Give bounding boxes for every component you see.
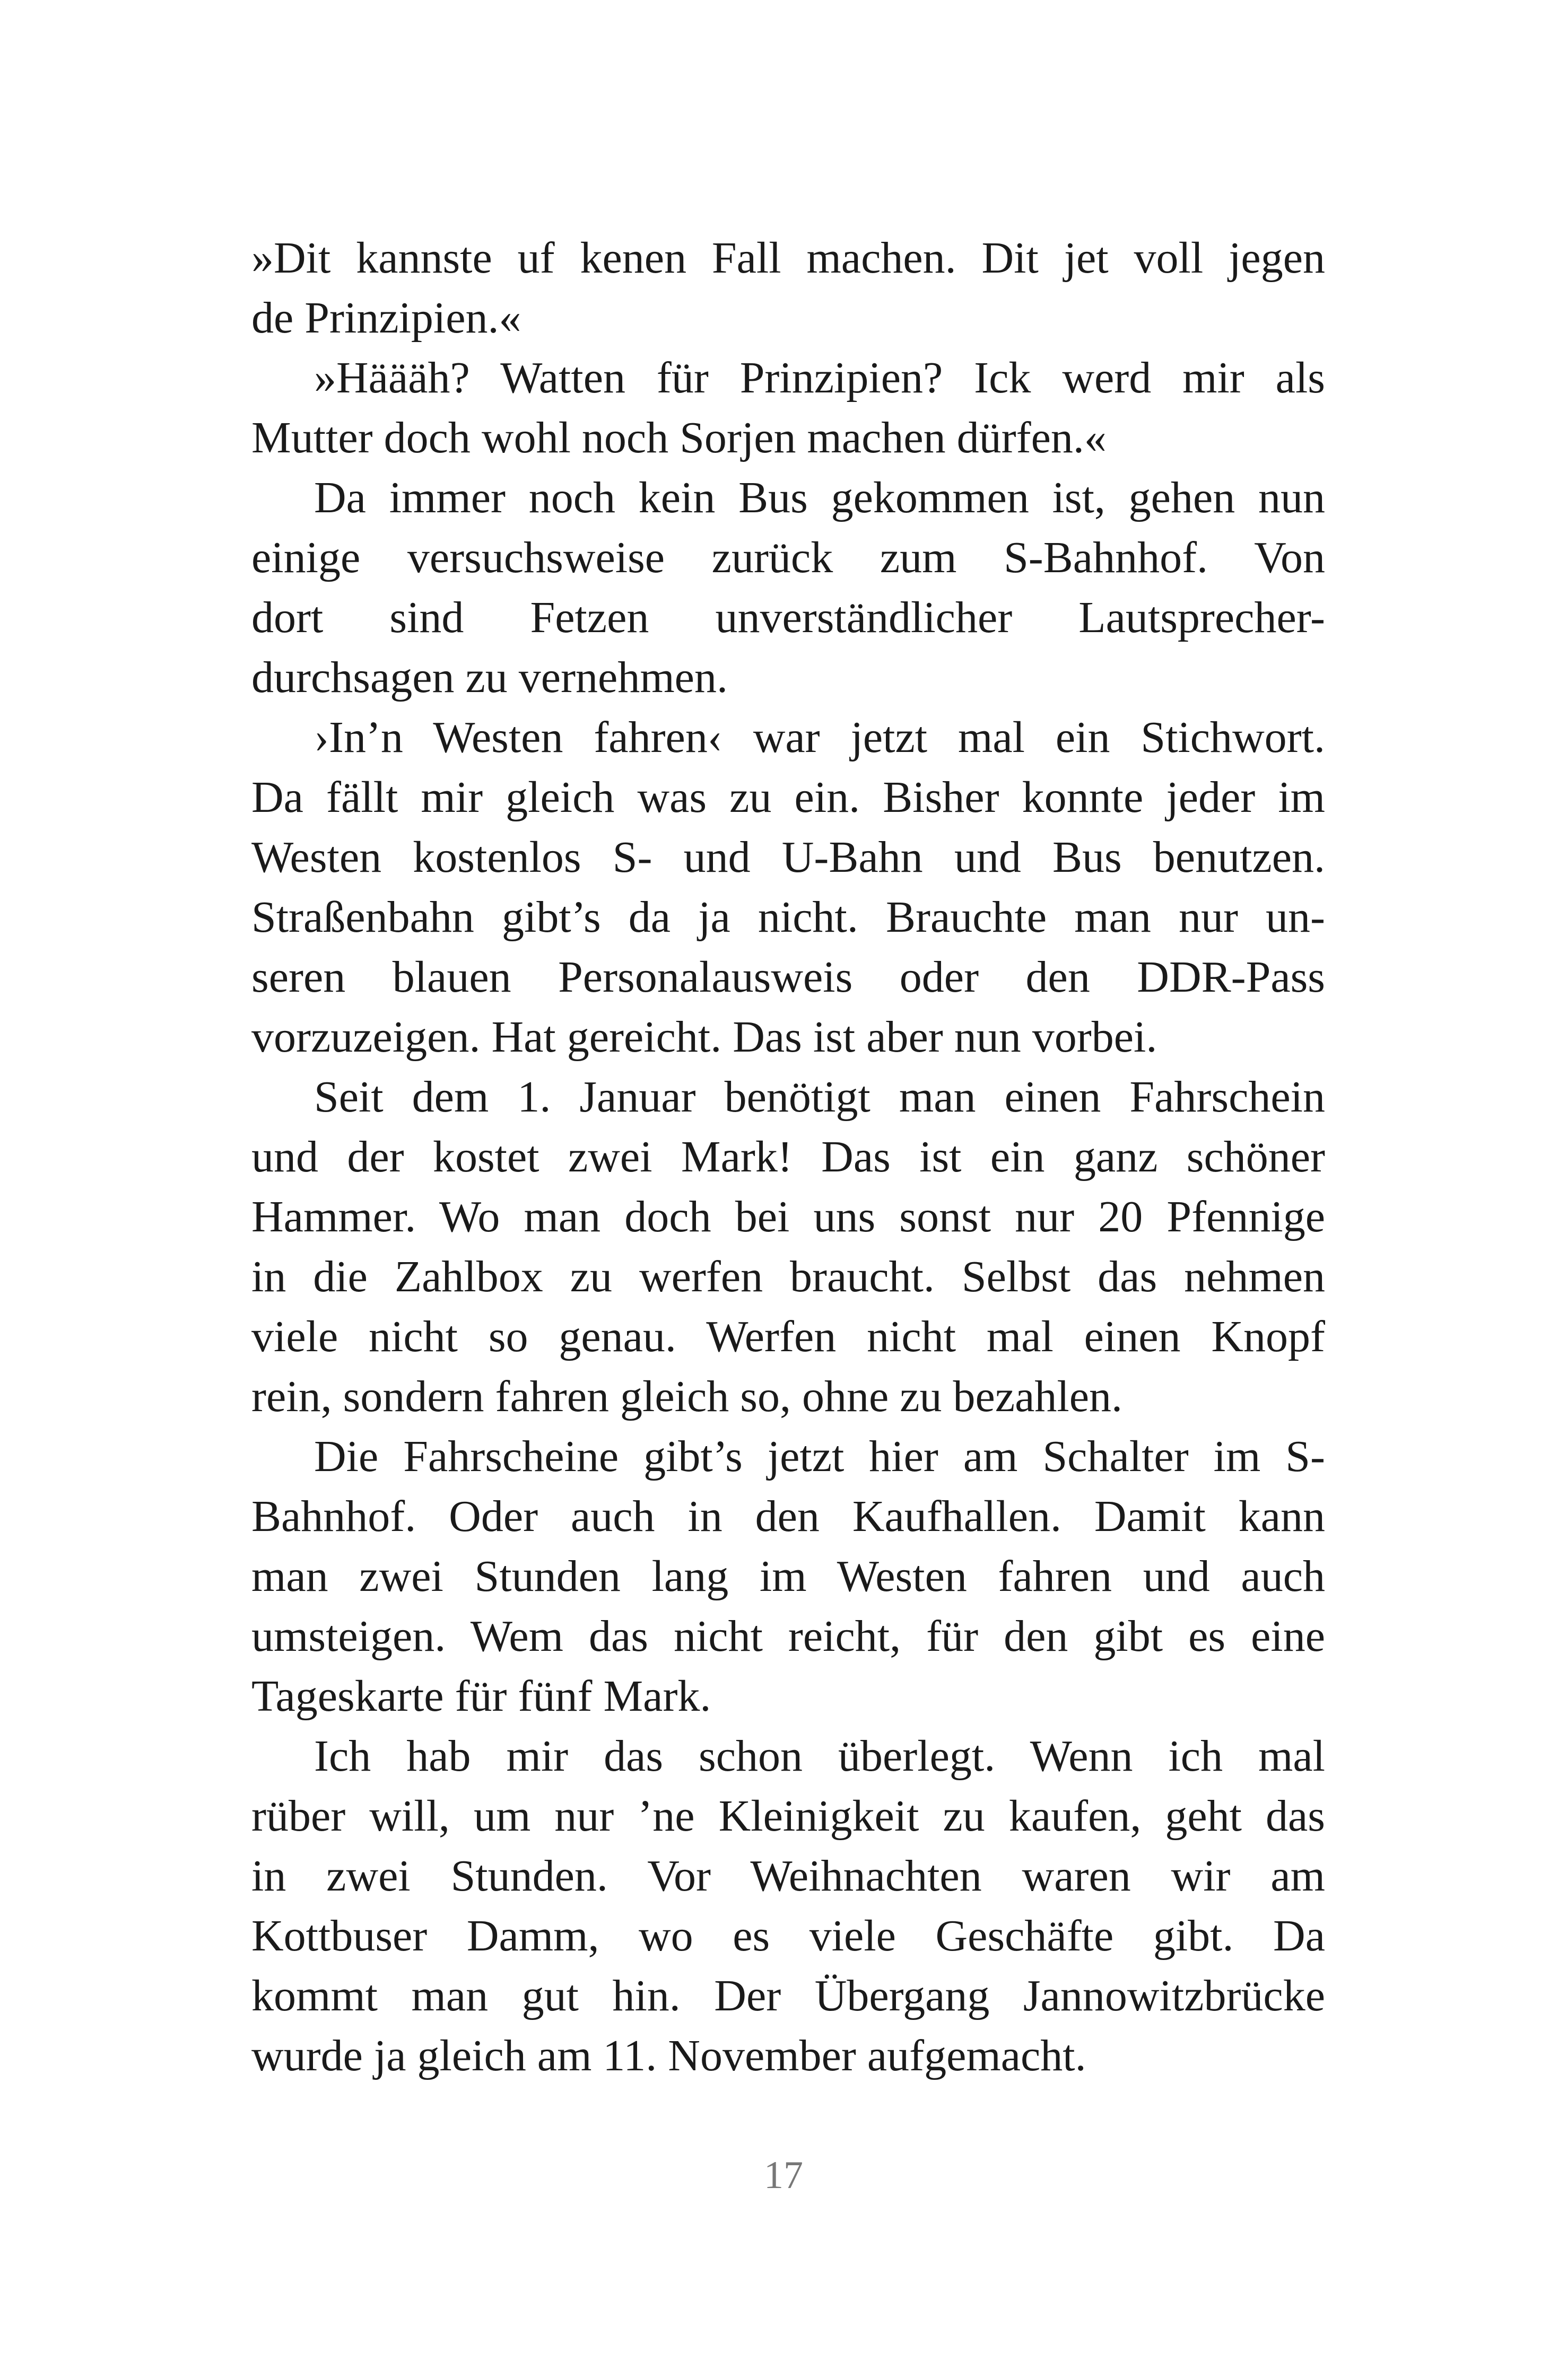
text-line: einige versuchsweise zurück zum S-Bahnhof. Von (251, 533, 1325, 582)
text-line: kommt man gut hin. Der Übergang Jannowitzbrücke (251, 1971, 1325, 2020)
book-page-text (251, 228, 1325, 2086)
text-line: und der kostet zwei Mark! Das ist ein ganz schöner (251, 1132, 1325, 1182)
text-line: Da fällt mir gleich was zu ein. Bisher konnte jeder im (251, 773, 1325, 822)
paragraph (251, 707, 1325, 1067)
text-line: rüber will, um nur ’ne Kleinigkeit zu kaufen, geht das (251, 1791, 1325, 1841)
text-line: seren blauen Personalausweis oder den DDR-Pass (251, 952, 1325, 1002)
text-line: dort sind Fetzen unverständlicher Lautsprecher- (251, 593, 1325, 642)
paragraph (251, 228, 1325, 348)
paragraph (251, 1427, 1325, 1726)
text-line: umsteigen. Wem das nicht reicht, für den gibt es eine (251, 1612, 1325, 1661)
text-line: ›In’n Westen fahren‹ war jetzt mal ein Stichwort. (314, 713, 1325, 762)
text-line: Ich hab mir das schon überlegt. Wenn ich mal (314, 1731, 1325, 1781)
paragraph (251, 468, 1325, 707)
text-line: Kottbuser Damm, wo es viele Geschäfte gibt. Da (251, 1911, 1325, 1961)
text-line: Westen kostenlos S- und U-Bahn und Bus benutzen. (251, 833, 1325, 882)
text-line: in zwei Stunden. Vor Weihnachten waren wir am (251, 1851, 1325, 1901)
text-line: durchsagen zu vernehmen. (251, 653, 728, 702)
text-line: de Prinzipien.« (251, 293, 521, 343)
page-number: 17 (764, 2154, 803, 2197)
text-line: Straßenbahn gibt’s da ja nicht. Brauchte man nur un- (251, 892, 1325, 942)
text-line: »Dit kannste uf kenen Fall machen. Dit jet voll jegen (251, 233, 1325, 283)
paragraph (251, 1067, 1325, 1427)
text-line: Seit dem 1. Januar benötigt man einen Fahrschein (314, 1072, 1325, 1122)
paragraph (251, 1726, 1325, 2086)
text-line: Hammer. Wo man doch bei uns sonst nur 20 Pfennige (251, 1192, 1325, 1241)
text-line: vorzuzeigen. Hat gereicht. Das ist aber nun vorbei. (251, 1012, 1157, 1062)
text-line: wurde ja gleich am 11. November aufgemacht. (251, 2031, 1086, 2080)
text-line: Da immer noch kein Bus gekommen ist, gehen nun (314, 473, 1325, 522)
text-line: Tageskarte für fünf Mark. (251, 1672, 711, 1721)
text-line: rein, sondern fahren gleich so, ohne zu bezahlen. (251, 1372, 1123, 1421)
paragraph (251, 348, 1325, 468)
text-line: in die Zahlbox zu werfen braucht. Selbst das nehmen (251, 1252, 1325, 1301)
text-line: viele nicht so genau. Werfen nicht mal einen Knopf (251, 1312, 1325, 1361)
text-line: Die Fahrscheine gibt’s jetzt hier am Schalter im S- (314, 1432, 1325, 1481)
text-line: man zwei Stunden lang im Westen fahren und auch (251, 1552, 1325, 1601)
text-line: »Häääh? Watten für Prinzipien? Ick werd mir als (314, 353, 1325, 402)
text-line: Mutter doch wohl noch Sorjen machen dürfen.« (251, 413, 1107, 462)
text-line: Bahnhof. Oder auch in den Kaufhallen. Damit kann (251, 1492, 1325, 1541)
